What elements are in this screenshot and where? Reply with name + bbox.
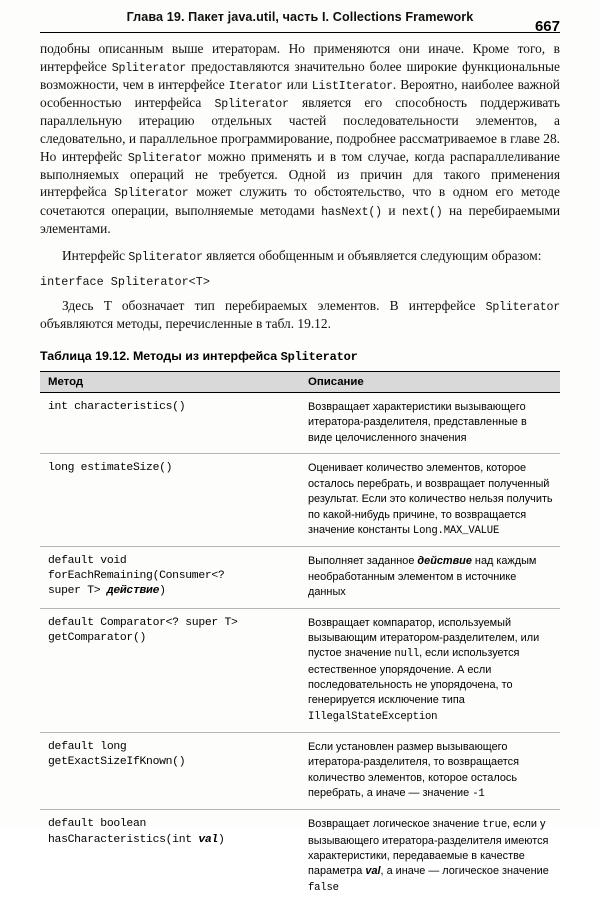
paragraph-1: подобны описанным выше итераторам. Но применяются они иначе. Кроме того, в интерфейсе Spliterator предоставляются значительно более широкие функциональные возможности, чем в интерфейсе Iterator или ListIterator. Вероятно, наиболее важной особенностью интерфейса Spliterator является его способность поддерживать параллельную итерацию отдельных частей последовательности элементов, а следовательно, и параллельное программирование, подробнее рассматриваемое в главе 28. Но интерфейс Spliterator можно применять и в том случае, когда распараллеливание выполняемых операций не требуется. Одной из причин для такого применения интерфейса Spliterator может служить то обстоятельство, что в одном его методе сочетаются операции, выполняемые методами hasNext() и next() на перебираемыми элементами. [40, 41, 560, 236]
table-row [40, 810, 560, 903]
cell-description: Выполняет заданное действие над каждым необработанным элементом в источнике данных [300, 547, 560, 608]
table-row [40, 732, 560, 809]
header-divider [40, 32, 560, 33]
table-row [40, 454, 560, 547]
cell-description: Возвращает логическое значение true, если у вызывающего итератора-разделителя имеются характеристики, передаваемые в качестве параметра val, а иначе — логическое значение false [308, 818, 549, 894]
cell-description: Возвращает характеристики вызывающего итератора-разделителя, представленные в виде целочисленного значения [300, 392, 560, 453]
table-head [40, 371, 560, 392]
cell-description: Если установлен размер вызывающего итератора-разделителя, то возвращается количество элементов, которое осталось перебрать, а иначе — значение -1 [300, 732, 560, 809]
spliterator-methods-table [40, 371, 560, 903]
table-caption [40, 349, 560, 364]
table-caption-text: Таблица 19.12. Методы из интерфейса [40, 348, 281, 363]
cell-method: long estimateSize() [40, 454, 300, 547]
paragraph-2: Интерфейс Spliterator является обобщенным и объявляется следующим образом: [62, 247, 542, 264]
cell-method: int characteristics() [40, 392, 300, 453]
page-content [40, 40, 560, 894]
cell-method: default long getExactSizeIfKnown() [40, 732, 300, 809]
table-row [40, 608, 560, 732]
table-row [40, 547, 560, 608]
table-caption-mono: Spliterator [280, 349, 358, 364]
cell-method: default Comparator<? super T> getComparator() [40, 608, 300, 732]
cell-method: default void forEachRemaining(Consumer<? super T> действие) [40, 547, 300, 608]
table-header-row [40, 371, 560, 392]
table-row [40, 392, 560, 453]
column-header-description: Описание [300, 371, 560, 392]
table-body [40, 392, 560, 903]
cell-method: default boolean hasCharacteristics(int val) [48, 818, 225, 846]
page-number: 667 [534, 18, 560, 35]
paragraph-3: Здесь T обозначает тип перебираемых элементов. В интерфейсе Spliterator объявляются методы, перечисленные в табл. 19.12. [40, 297, 560, 331]
column-header-method: Метод [40, 371, 300, 392]
code-declaration: interface Spliterator<T> [40, 274, 210, 289]
cell-description: Возвращает компаратор, используемый вызывающим итератором-разделителем, или пустое значение null, если используется естественное упорядочение. А если последовательность не упорядочена, то генерируется исключение типа IllegalStateException [300, 608, 560, 732]
cell-description: Оценивает количество элементов, которое осталось перебрать, и возвращает полученный результат. Если это количество нельзя получить по какой-нибудь причине, то возвращается значение константы Long.MAX_VALUE [300, 454, 560, 547]
header-title: Глава 19. Пакет java.util, часть I. Collections Framework [126, 10, 474, 24]
